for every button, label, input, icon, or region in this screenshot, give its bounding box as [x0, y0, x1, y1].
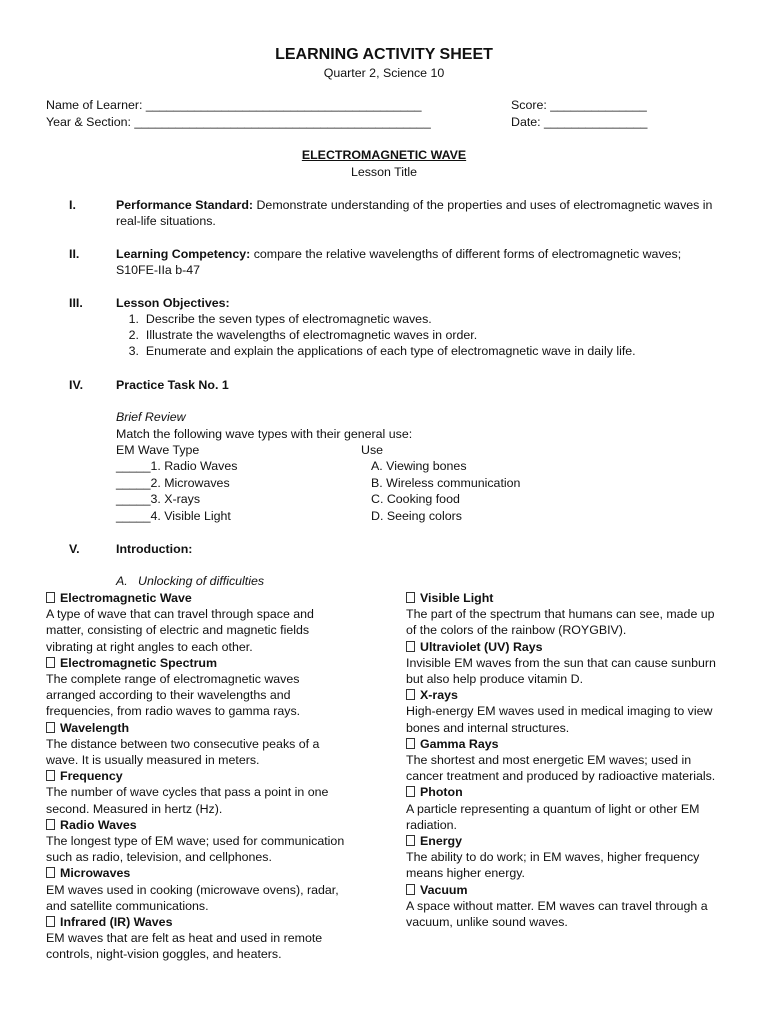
- glossary-entry: [46, 590, 346, 655]
- objective-text: Illustrate the wavelengths of electromagnetic waves in order.: [145, 328, 478, 343]
- objective-number: 2.: [128, 328, 139, 343]
- glossary-definition: High-energy EM waves used in medical imaging to view bones and internal structures.: [406, 704, 713, 735]
- checkbox-bullet-icon: [46, 770, 55, 781]
- glossary-entry: [406, 784, 724, 833]
- name-field[interactable]: Name of Learner: ________________________________________: [46, 98, 422, 112]
- glossary-entry: [406, 639, 724, 688]
- glossary-term: Wavelength: [60, 720, 130, 735]
- glossary-term: X-rays: [420, 688, 458, 703]
- glossary-definition: The longest type of EM wave; used for communication such as radio, television, and cellphones.: [46, 834, 345, 865]
- objective-item: [116, 327, 636, 343]
- section-2-text: compare the relative wavelengths of different forms of electromagnetic waves; S10FE-IIa b-47: [116, 247, 682, 278]
- glossary-entry: [406, 687, 724, 736]
- checkbox-bullet-icon: [46, 867, 55, 878]
- checkbox-bullet-icon: [406, 738, 415, 749]
- section-1-body: [116, 197, 736, 229]
- glossary-term: Infrared (IR) Waves: [60, 915, 173, 930]
- glossary-definition: The shortest and most energetic EM waves; used in cancer treatment and produced by radioactive materials.: [406, 753, 716, 784]
- match-blank-item[interactable]: _____1. Radio Waves: [116, 459, 238, 473]
- section-2-heading: Learning Competency:: [116, 247, 251, 261]
- glossary-term: Electromagnetic Wave: [60, 591, 192, 605]
- glossary-term: Radio Waves: [60, 817, 137, 832]
- glossary-definition: A particle representing a quantum of light or other EM radiation.: [406, 801, 700, 832]
- glossary-definition: A type of wave that can travel through space and matter, consisting of electric and magnetic fields vibrating at right angles to each other.: [46, 607, 314, 654]
- section-5-heading-text: Introduction:: [116, 542, 193, 556]
- sheet-title: LEARNING ACTIVITY SHEET: [275, 46, 493, 63]
- glossary-entry: [46, 768, 346, 817]
- glossary-term: Ultraviolet (UV) Rays: [420, 639, 543, 654]
- section-1-numeral: I.: [69, 198, 76, 212]
- objective-number: 3.: [128, 344, 139, 359]
- checkbox-bullet-icon: [406, 689, 415, 700]
- checkbox-bullet-icon: [46, 722, 55, 733]
- checkbox-bullet-icon: [406, 786, 415, 797]
- checkbox-bullet-icon: [46, 657, 55, 668]
- match-use-item: B. Wireless communication: [371, 476, 521, 490]
- checkbox-bullet-icon: [406, 835, 415, 846]
- section-5-heading: [116, 541, 736, 557]
- section-3-heading: [116, 295, 736, 311]
- match-use-item: C. Cooking food: [371, 492, 460, 506]
- glossary-entry: [406, 882, 724, 931]
- glossary-entry: [406, 833, 724, 882]
- section-3-heading-text: Lesson Objectives:: [116, 296, 230, 310]
- section-1-text: Demonstrate understanding of the properties and uses of electromagnetic waves in real-life situations.: [116, 198, 713, 229]
- match-blank-item[interactable]: _____4. Visible Light: [116, 509, 231, 523]
- checkbox-bullet-icon: [46, 819, 55, 830]
- glossary-entry: [46, 817, 346, 866]
- glossary-entry: [46, 720, 346, 769]
- section-3-numeral: III.: [69, 296, 83, 310]
- checkbox-bullet-icon: [406, 641, 415, 652]
- glossary-definition: Invisible EM waves from the sun that can cause sunburn but also help produce vitamin D.: [406, 655, 716, 687]
- glossary-term: Visible Light: [420, 591, 494, 605]
- glossary-definition: EM waves used in cooking (microwave ovens), radar, and satellite communications.: [46, 882, 339, 913]
- section-field[interactable]: Year & Section: ___________________________________________: [46, 115, 431, 129]
- section-2-numeral: II.: [69, 247, 80, 261]
- glossary-left-column: [46, 590, 346, 963]
- objective-item: [116, 311, 636, 327]
- glossary-entry: [46, 865, 346, 914]
- lesson-subtitle: Lesson Title: [350, 165, 418, 179]
- col-head-wave-type: EM Wave Type: [116, 443, 200, 457]
- section-4-heading: [116, 377, 736, 393]
- glossary-term: Microwaves: [60, 866, 131, 881]
- lesson-title: ELECTROMAGNETIC WAVE: [301, 148, 467, 162]
- glossary-definition: The part of the spectrum that humans can see, made up of the colors of the rainbow (ROYGBIV).: [406, 607, 715, 638]
- match-instruction: Match the following wave types with their general use:: [116, 427, 413, 441]
- objective-text: Describe the seven types of electromagnetic waves.: [145, 312, 432, 326]
- sheet-subtitle: Quarter 2, Science 10: [323, 66, 445, 80]
- glossary-entry: [406, 590, 724, 639]
- objective-text: Enumerate and explain the applications of each type of electromagnetic wave in daily life.: [145, 344, 636, 359]
- unlocking-title: Unlocking of difficulties: [138, 574, 265, 588]
- glossary-definition: The ability to do work; in EM waves, higher frequency means higher energy.: [406, 850, 700, 881]
- section-4-numeral: IV.: [69, 378, 84, 392]
- glossary-entry: [46, 655, 346, 720]
- checkbox-bullet-icon: [406, 592, 415, 603]
- match-blank-item[interactable]: _____2. Microwaves: [116, 476, 230, 490]
- match-blank-item[interactable]: _____3. X-rays: [116, 492, 201, 506]
- col-head-use: Use: [361, 443, 384, 457]
- glossary-term: Energy: [420, 834, 463, 849]
- score-field[interactable]: Score: ______________: [511, 98, 647, 112]
- section-5-numeral: V.: [69, 542, 80, 556]
- objectives-list: [116, 311, 636, 360]
- glossary-term: Electromagnetic Spectrum: [60, 655, 217, 670]
- unlocking-heading: [116, 573, 264, 589]
- checkbox-bullet-icon: [406, 884, 415, 895]
- date-field[interactable]: Date: _______________: [511, 115, 648, 129]
- objective-item: [116, 343, 636, 359]
- brief-review-label: Brief Review: [116, 410, 186, 424]
- glossary-term: Photon: [420, 785, 463, 800]
- glossary-definition: The distance between two consecutive peaks of a wave. It is usually measured in meters.: [46, 736, 320, 768]
- match-use-item: D. Seeing colors: [371, 509, 462, 523]
- glossary-term: Frequency: [60, 769, 123, 784]
- glossary-entry: [46, 914, 346, 963]
- section-4-heading-text: Practice Task No. 1: [116, 378, 229, 392]
- glossary-term: Vacuum: [420, 882, 468, 897]
- section-1-heading: Performance Standard:: [116, 198, 254, 212]
- checkbox-bullet-icon: [46, 592, 55, 603]
- match-use-item: A. Viewing bones: [371, 459, 467, 473]
- glossary-definition: A space without matter. EM waves can travel through a vacuum, unlike sound waves.: [406, 898, 708, 930]
- checkbox-bullet-icon: [46, 916, 55, 927]
- glossary-definition: The complete range of electromagnetic waves arranged according to their wavelengths and frequencies, from radio waves to gamma rays.: [46, 672, 301, 719]
- glossary-right-column: [406, 590, 724, 930]
- section-2-body: [116, 246, 716, 278]
- glossary-definition: EM waves that are felt as heat and used in remote controls, night-vision goggles, and heaters.: [46, 931, 323, 962]
- glossary-entry: [406, 736, 724, 785]
- glossary-term: Gamma Rays: [420, 736, 499, 751]
- unlocking-letter: A.: [116, 574, 128, 588]
- glossary-definition: The number of wave cycles that pass a point in one second. Measured in hertz (Hz).: [46, 785, 329, 816]
- objective-number: 1.: [128, 312, 139, 326]
